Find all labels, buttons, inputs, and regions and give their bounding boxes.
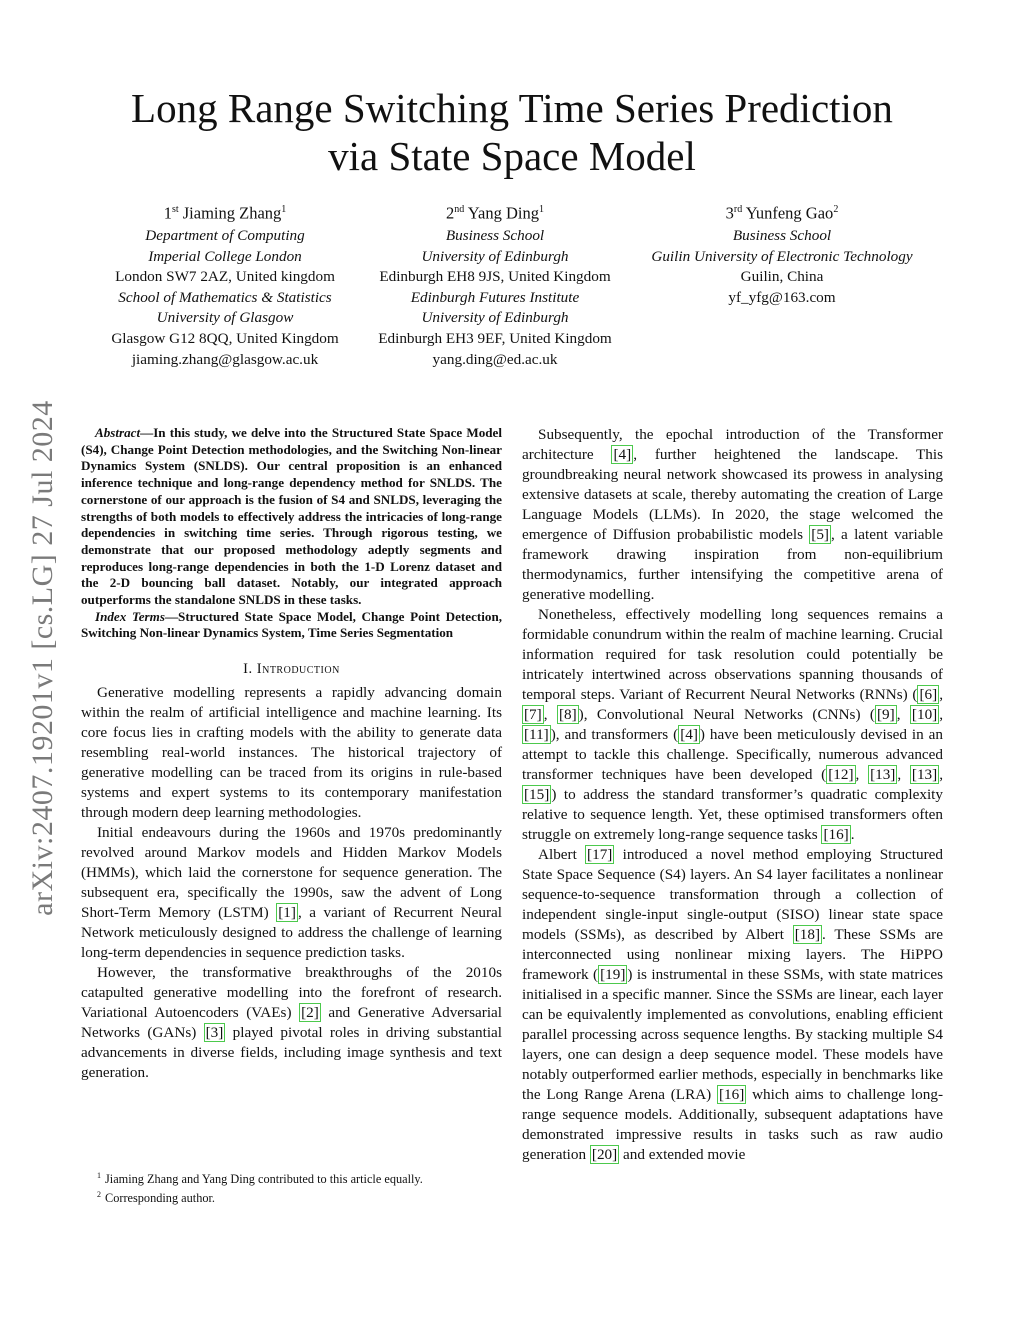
author-affiliation-line: University of Edinburgh <box>421 247 569 265</box>
footnote-text: Corresponding author. <box>105 1191 215 1206</box>
paragraph: However, the transformative breakthroughs of the 2010s catapulted generative modelling into the forefront of research. Variational Autoencoders (VAEs) [2] and Generative Adversarial Networks (GANs) [3] played pivotal roles in driving substantial advancements in diverse fields, including image synthesis and text generation. <box>81 964 503 1082</box>
author-2 <box>350 200 640 370</box>
section-heading-introduction <box>81 659 502 679</box>
introduction-body <box>81 683 502 1083</box>
footnotes <box>81 1168 502 1206</box>
citation-link[interactable]: [3] <box>205 1024 224 1042</box>
citation-link[interactable]: [1] <box>278 904 296 922</box>
author-affiliation-line: Guilin University of Electronic Technology <box>651 247 913 265</box>
citation-link[interactable]: [15] <box>524 786 550 803</box>
left-column <box>81 425 502 1083</box>
author-affiliation-line: yf_yfg@163.com <box>728 288 836 306</box>
citation-link[interactable]: [12] <box>828 766 854 783</box>
citation-link[interactable]: [2] <box>301 1004 319 1022</box>
author-affiliation-line: Business School <box>445 227 545 245</box>
author-affiliation-line: University of Edinburgh <box>421 309 569 327</box>
paragraph: Generative modelling represents a rapidly advancing domain within the realm of artificial intelligence and machine learning. Its core focus lies in crafting models with the ability to generate data resembling real-world instances. The historical trajectory of generative modelling can be traced from its origins in rule-based systems and expert systems to its contemporary manifestation through modern deep learning methodologies. <box>81 684 502 822</box>
abstract <box>81 425 502 609</box>
section-title: Introduction <box>256 661 340 678</box>
arxiv-sidebar <box>18 368 68 948</box>
author-affiliation-line: Glasgow G12 8QQ, United Kingdom <box>111 330 339 348</box>
author-affiliation-line: Edinburgh EH8 9JS, United Kingdom <box>379 268 611 286</box>
author-affiliation-line: yang.ding@ed.ac.uk <box>432 350 558 368</box>
citation-link[interactable]: [5] <box>811 526 829 543</box>
author-1 <box>80 200 370 370</box>
index-terms <box>81 609 502 642</box>
abstract-text: —In this study, we delve into the Structured State Space Model (S4), Change Point Detection methodologies, and the Switching Non-linear Dynamics System (SNLDS). Our central proposition is an enhanced inference technique and long-range dependency method for SNLDS. The cornerstone of our approach is the fusion of S4 and SNLDS, leveraging the strengths of both models to effectively address the intricacies of long-range dependencies in switching time series. Through rigorous testing, we demonstrate that our proposed methodology adeptly segments and reproduces long-range dependencies in both the 1-D Lorenz dataset and the 2-D bouncing ball dataset. Notably, our integrated approach outperforms the standalone SNLDS in these tasks. <box>81 425 502 608</box>
paragraph: Initial endeavours during the 1960s and 1970s predominantly revolved around Markov models and Hidden Markov Models (HMMs), which laid the cornerstone for sequence generation. The subsequent era, specifically the 1990s, saw the advent of Long Short-Term Memory (LSTM) [1] , a variant of Recurrent Neural Network meticulously designed to address the challenge of learning long-term dependencies in sequence prediction tasks. <box>81 824 502 962</box>
footnote-mark: 2 <box>97 1190 101 1200</box>
index-terms-text: —Structured State Space Model, Change Point Detection, Switching Non-linear Dynamics System, Time Series Segmentation <box>81 608 502 641</box>
citation-link[interactable]: [16] <box>823 826 849 843</box>
author-block <box>80 200 950 375</box>
author-affiliation-line: London SW7 2AZ, United kingdom <box>115 268 335 286</box>
citation-link[interactable]: [9] <box>876 706 895 723</box>
author-affiliation-line: Guilin, China <box>740 268 824 286</box>
citation-link[interactable]: [7] <box>524 706 542 723</box>
author-affiliation-line: Imperial College London <box>148 247 302 265</box>
author-3 <box>632 200 932 308</box>
author-affiliation-line: Edinburgh EH3 9EF, United Kingdom <box>378 330 612 348</box>
footnote-1 <box>81 1168 502 1187</box>
citation-link[interactable]: [4] <box>680 726 698 743</box>
author-affiliation-line: University of Glasgow <box>156 309 294 327</box>
title-line-2: via State Space Model <box>328 133 696 179</box>
author-affiliation-line: Business School <box>732 227 832 245</box>
footnote-text: Jiaming Zhang and Yang Ding contributed to this article equally. <box>105 1172 423 1187</box>
index-terms-label: Index Terms <box>95 608 165 624</box>
citation-link[interactable]: [4] <box>613 446 632 463</box>
right-column-body <box>522 425 943 1165</box>
citation-link[interactable]: [17] <box>587 846 613 863</box>
citation-link[interactable]: [8] <box>558 706 577 723</box>
citation-link[interactable]: [16] <box>719 1086 745 1103</box>
arxiv-identifier: arXiv:2407.19201v1 [cs.LG] 27 Jul 2024 <box>26 400 59 916</box>
paper-title <box>80 84 944 180</box>
paragraph: Nonetheless, effectively modelling long sequences remains a formidable conundrum within the realm of machine learning. Crucial information required for task resolution could potentially be intricately intertwined across observations spanning thousands of temporal steps. Variant of Recurrent Neural Networks (RNNs) ( [6] , [7] , [8] ), Convolutional Neural Networks (CNNs) ( [9] , [10] , [11] ), and transformers ( [4] ) have been meticulously devised in an attempt to tackle this challenge. Specifically, numerous advanced transformer techniques have been developed ( [12] , [13] , [13] , [15] ) to address the standard transformer’s quadratic complexity relative to sequence length. Yet, these optimised transformers often struggle on extremely long-range sequence tasks [16] . <box>522 606 944 843</box>
footnote-2 <box>81 1187 502 1206</box>
footnote-mark: 1 <box>97 1171 101 1180</box>
title-line-1: Long Range Switching Time Series Prediction <box>131 85 893 131</box>
author-affiliation-line: jiaming.zhang@glasgow.ac.uk <box>131 350 319 368</box>
section-number: I. <box>243 661 253 678</box>
citation-link[interactable]: [13] <box>911 766 938 783</box>
right-column <box>522 425 943 1165</box>
citation-link[interactable]: [10] <box>911 706 938 723</box>
citation-link[interactable]: [6] <box>919 686 938 703</box>
citation-link[interactable]: [13] <box>870 766 896 783</box>
author-name: 2nd Yang Ding$^1$ <box>446 203 544 223</box>
author-name: 1st Jiaming Zhang$^1$ <box>163 203 287 223</box>
author-affiliation-line: Department of Computing <box>145 227 305 245</box>
author-name: 3rd Yunfeng Gao$^2$ <box>725 203 839 223</box>
author-affiliation-line: School of Mathematics & Statistics <box>118 288 332 306</box>
citation-link[interactable]: [11] <box>524 726 549 743</box>
author-affiliation-line: Edinburgh Futures Institute <box>410 288 580 306</box>
paragraph: Albert [17] introduced a novel method employing Structured State Space Sequence (S4) layers. An S4 layer facilitates a nonlinear sequence-to-sequence transformation through a collection of independent single-input single-output (SISO) linear state space models (SSMs), as described by Albert [18] . These SSMs are interconnected using nonlinear mixing layers. The HiPPO framework ( [19] ) is instrumental in these SSMs, with state matrices initialised in a specific manner. Since the SSMs are linear, each layer can be equivalently implemented as convolutions, enabling efficient parallel processing across sequence lengths. By stacking multiple S4 layers, one can design a deep sequence model. These models have notably outperformed earlier methods, especially in benchmarks like the Long Range Arena (LRA) [16] which aims to challenge long-range sequence models. Additionally, subsequent adaptations have demonstrated impressive results in tasks such as raw audio generation [20] and extended movie <box>522 846 943 1163</box>
citation-link[interactable]: [19] <box>600 966 626 983</box>
citation-link[interactable]: [20] <box>591 1146 618 1163</box>
paragraph: Subsequently, the epochal introduction of the Transformer architecture [4] , further heightened the landscape. This groundbreaking neural network showcased its prowess in analysing extensive datasets at scale, thereby automating the creation of Large Language Models (LLMs). In 2020, the stage welcomed the emergence of Diffusion probabilistic models [5] , a latent variable framework drawing inspiration from non-equilibrium thermodynamics, further intensifying the competitive arena of generative modelling. <box>522 426 943 603</box>
citation-link[interactable]: [18] <box>794 926 821 943</box>
abstract-label: Abstract <box>95 425 141 440</box>
